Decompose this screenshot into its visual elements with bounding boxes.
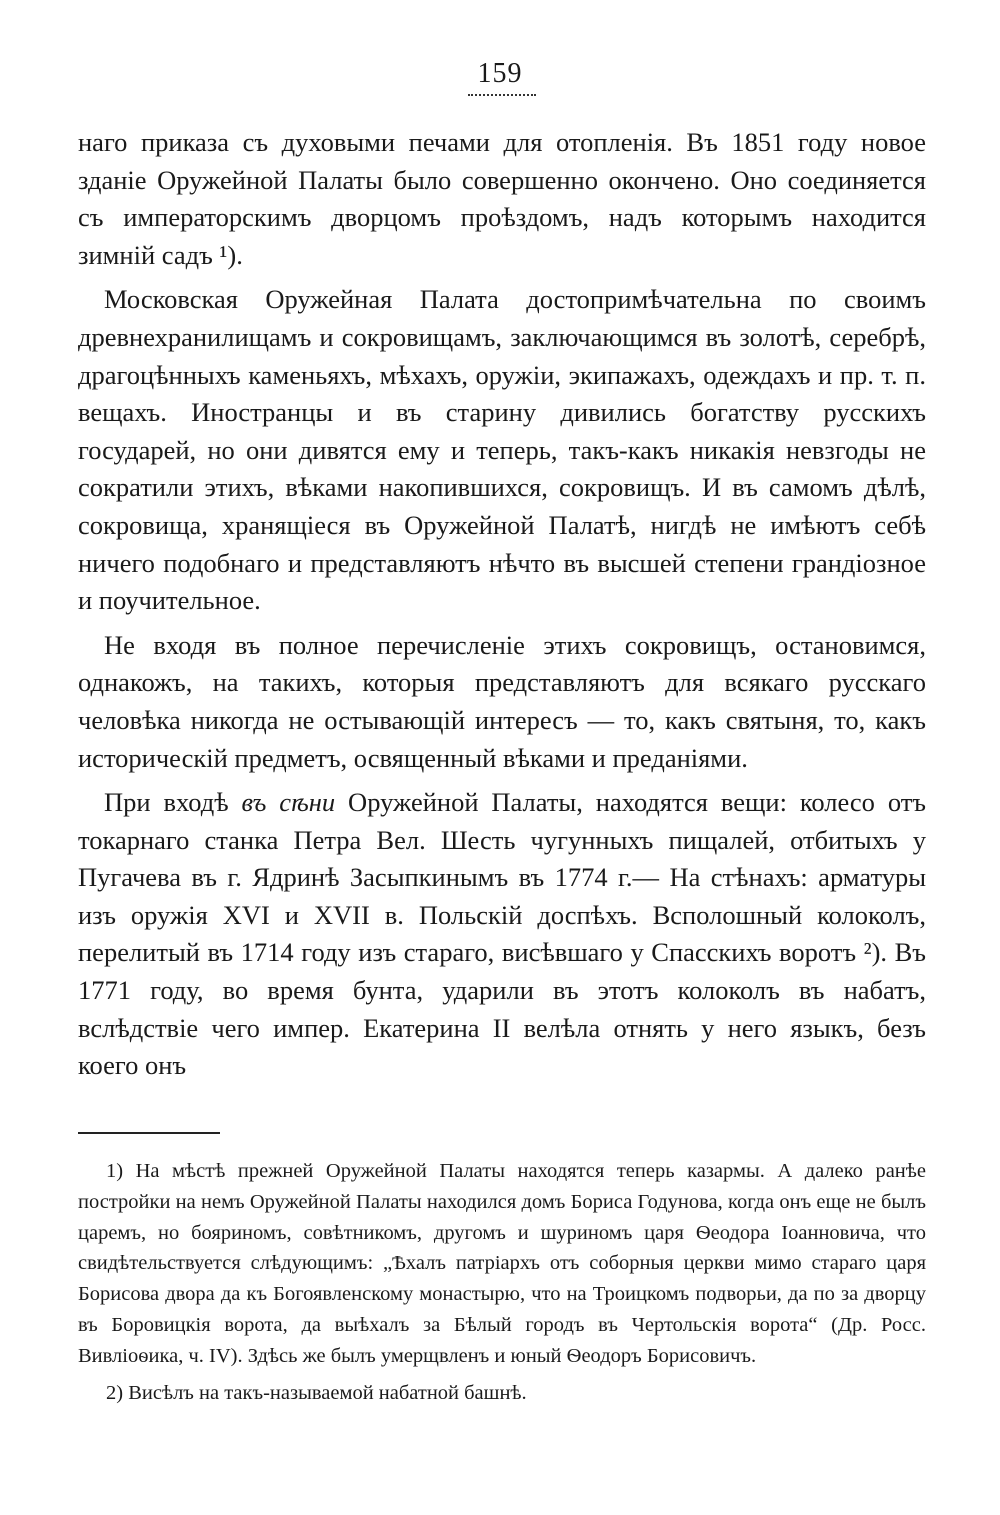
paragraph-1: наго приказа съ духовыми печами для отопленія. Въ 1851 году новое зданіе Оружейной Палаты было совершенно окончено. Оно соединяется съ императорскимъ дворцомъ проѣздомъ, надъ которымъ находится зимній садъ ¹).	[78, 127, 926, 270]
page-number: 159	[477, 58, 523, 89]
footnote-separator	[78, 1132, 220, 1134]
paragraph-4-rest: Оружейной Палаты, находятся вещи: колесо отъ токарнаго станка Петра Вел. Шесть чугунныхъ пищалей, отбитыхъ у Пугачева въ г. Ядринѣ Засыпкинымъ въ 1774 г.— На стѣнахъ: арматуры изъ оружія XVI и XVII в. Польскій доспѣхъ. Всполошный колоколъ, перелитый въ 1714 году изъ стараго, висѣвшаго у Спасскихъ воротъ ²). Въ 1771 году, во время бунта, ударили въ этотъ колоколъ въ набатъ, вслѣдствіе чего импер. Екатерина II велѣла отнять у него языкъ, безъ коего онъ	[78, 787, 927, 1081]
paragraph-4-start: При входѣ	[104, 787, 242, 818]
paragraph-3: Не входя въ полное перечисленіе этихъ сокровищъ, остановимся, однакожъ, на такихъ, которыя представляютъ для всякаго русскаго человѣка никогда не остывающій интересъ — то, какъ святыня, то, какъ историческій предметъ, освященный вѣками и преданіями.	[78, 629, 926, 773]
footnote-2: 2) Висѣлъ на такъ-называемой набатной башнѣ.	[106, 1381, 527, 1404]
page-number-rule	[468, 94, 536, 96]
main-text	[78, 124, 926, 1092]
footnotes	[78, 1156, 926, 1414]
paragraph-4	[78, 784, 926, 1085]
footnote-1: 1) На мѣстѣ прежней Оружейной Палаты находятся теперь казармы. А далеко ранѣе постройки на немъ Оружейной Палаты находился домъ Бориса Годунова, когда онъ еще не былъ царемъ, но бояриномъ, совѣтникомъ, другомъ и шуриномъ царя Ѳеодора Іоанновича, что свидѣтельствуется слѣдующимъ: „Ѣхалъ патріархъ отъ соборныя церкви мимо стараго царя Борисова двора да къ Богоявленскому монастырю, что на Троицкомъ подворьи, да по за дворцу въ Боровицкія ворота, да выѣхалъ за Бѣлый городъ въ Чертольскія ворота“ (Др. Росс. Вивліоѳика, ч. IV). Здѣсь же былъ умерщвленъ и юный Ѳеодоръ Борисовичъ.	[78, 1160, 926, 1367]
paragraph-2: Московская Оружейная Палата достопримѣчательна по своимъ древнехранилищамъ и сокровищамъ, заключающимся въ золотѣ, серебрѣ, драгоцѣнныхъ каменьяхъ, мѣхахъ, оружіи, экипажахъ, одеждахъ и пр. т. п. вещахъ. Иностранцы и въ старину дивились богатству русскихъ государей, но они дивятся ему и теперь, такъ-какъ никакія невзгоды не сократили этихъ, вѣками накопившихся, сокровищъ. И въ самомъ дѣлѣ, сокровища, хранящіеся въ Оружейной Палатѣ, нигдѣ не имѣютъ себѣ ничего подобнаго и представляютъ нѣчто въ высшей степени грандіозное и поучительное.	[78, 284, 926, 616]
paragraph-4-italic: въ сѣни	[241, 787, 336, 818]
